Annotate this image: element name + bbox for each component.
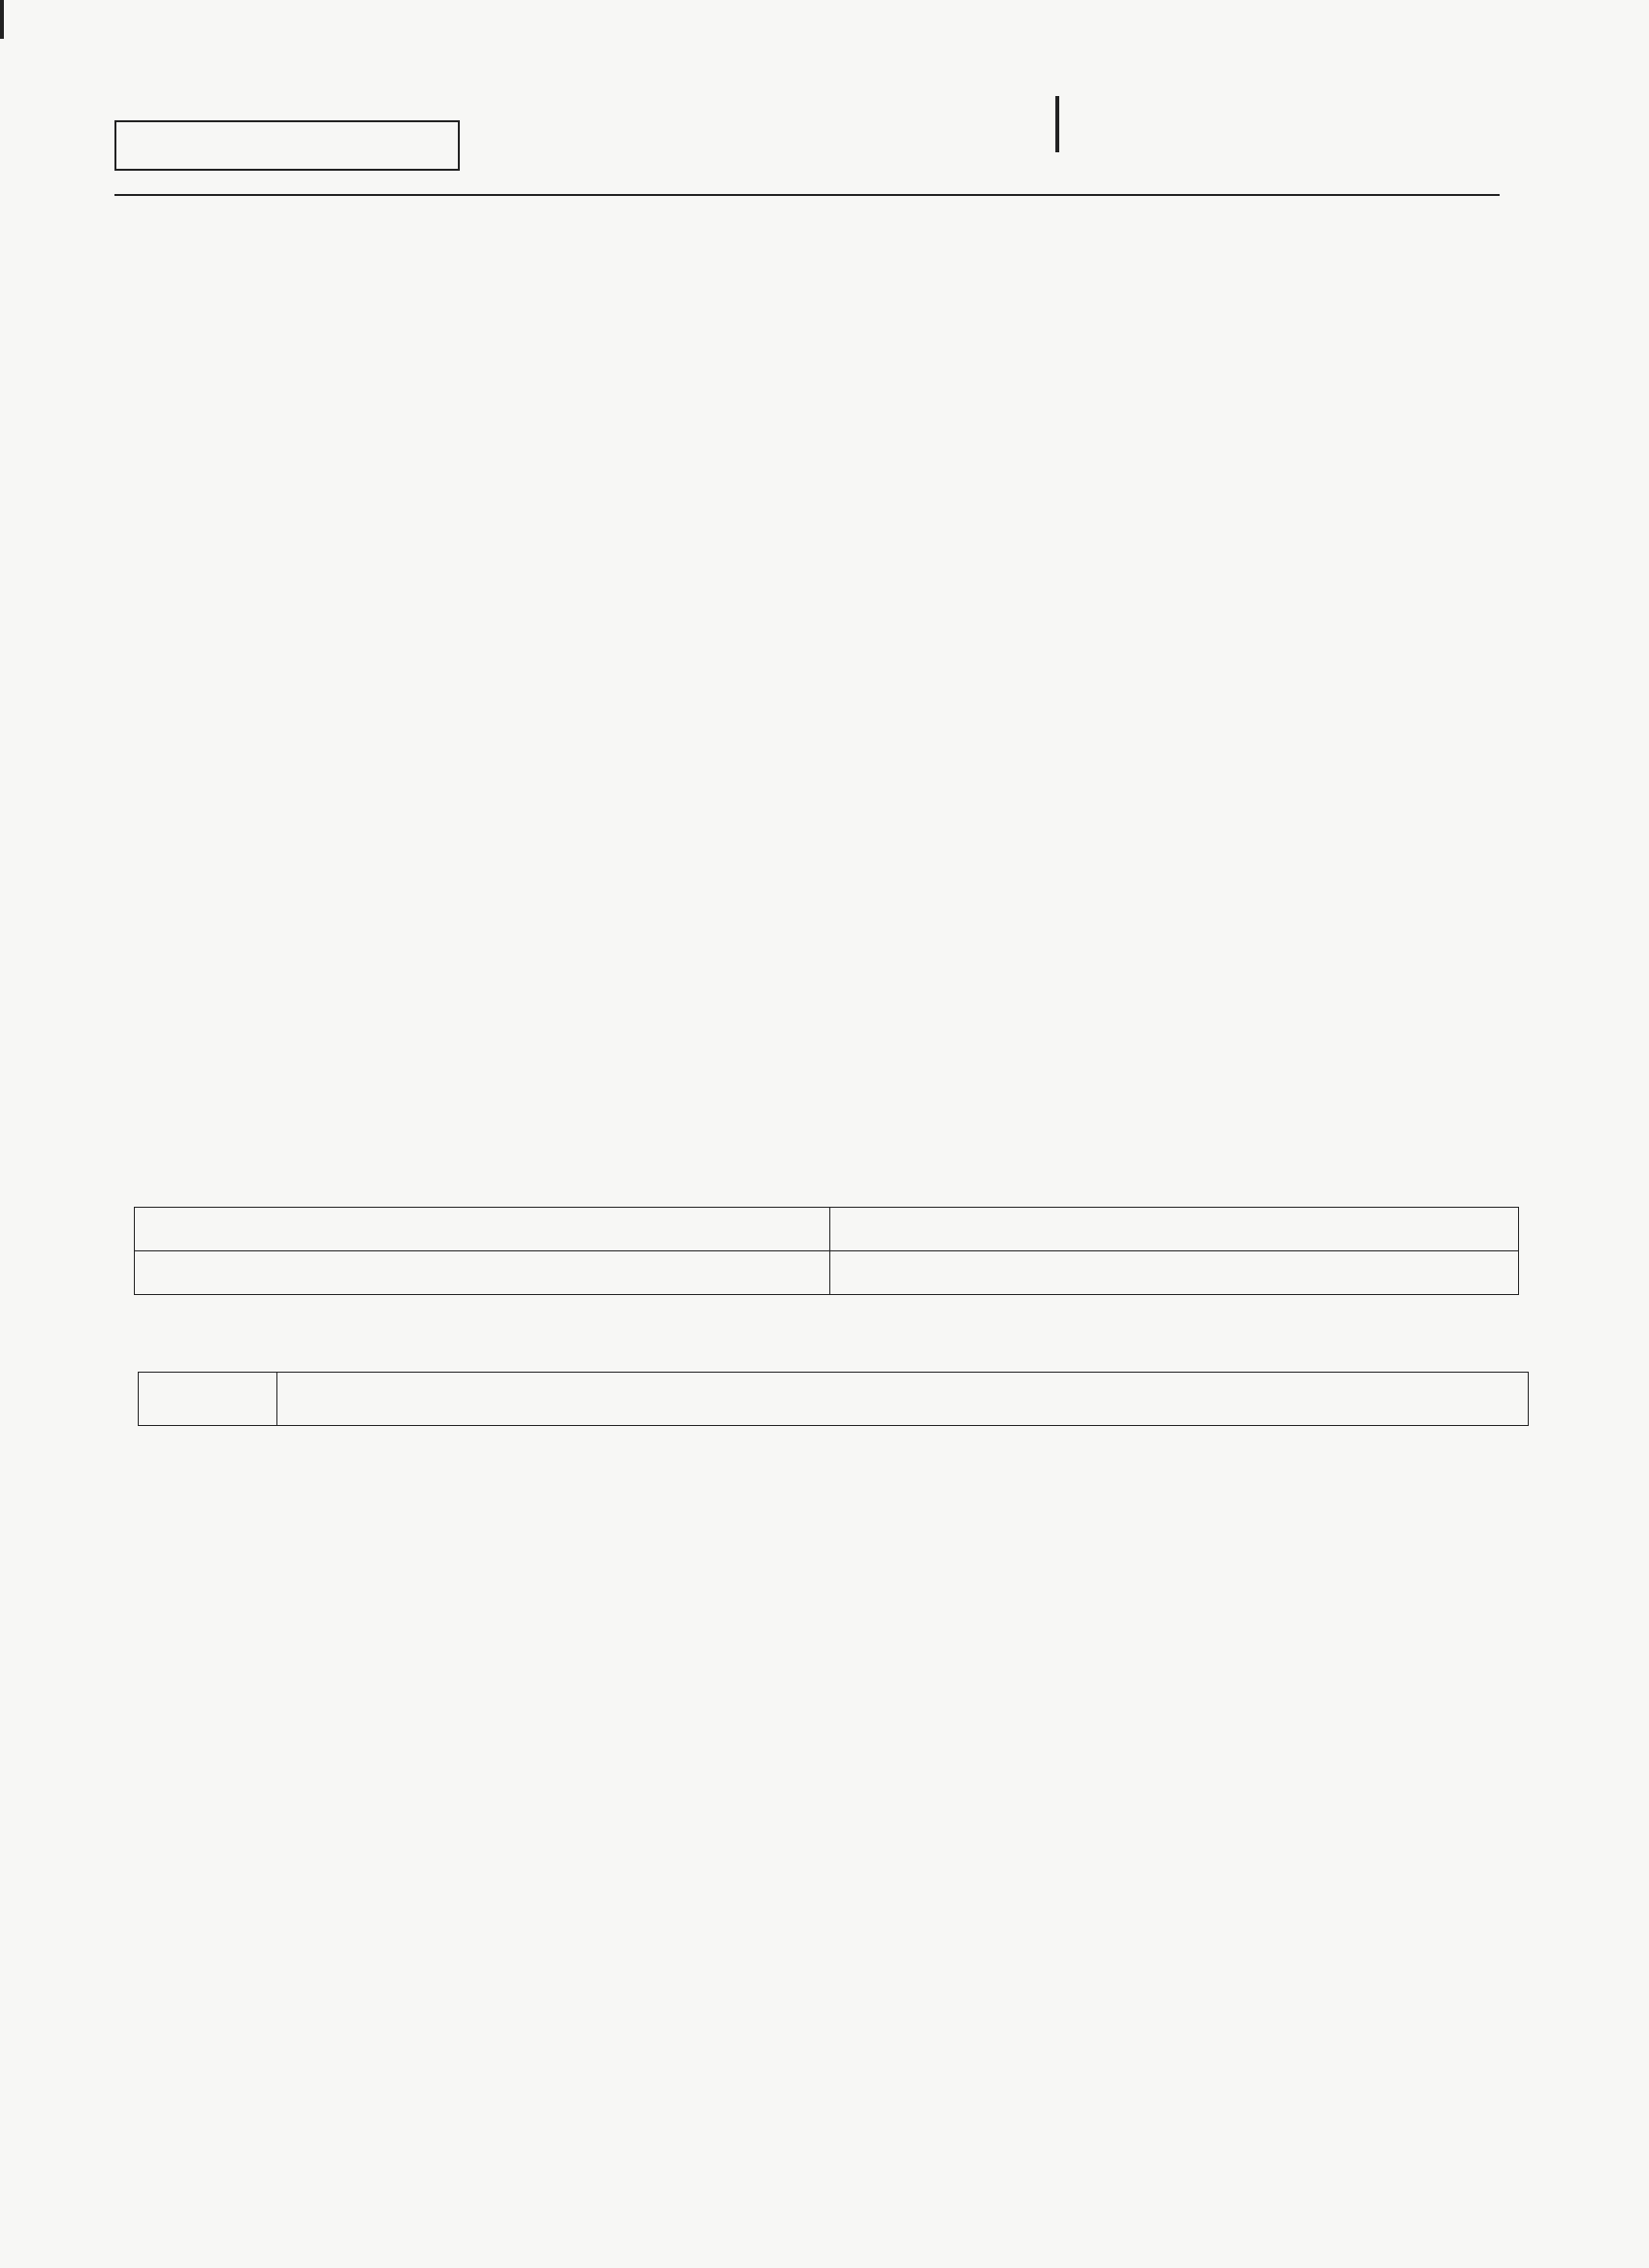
dic-field <box>1048 97 1059 151</box>
form-title <box>114 120 460 171</box>
section3-col1-header <box>135 1208 830 1251</box>
section3-row-label <box>135 1251 830 1295</box>
t4-period-header <box>277 1373 1529 1426</box>
dic-cells <box>1055 96 1059 152</box>
header-rule <box>114 194 1500 196</box>
scan-edge <box>0 0 4 39</box>
section4-table <box>138 1372 1529 1426</box>
t4-row-header <box>139 1373 277 1426</box>
section3-row-value[interactable] <box>830 1251 1519 1295</box>
section3-table <box>134 1207 1519 1295</box>
section3-col2-header <box>830 1208 1519 1251</box>
